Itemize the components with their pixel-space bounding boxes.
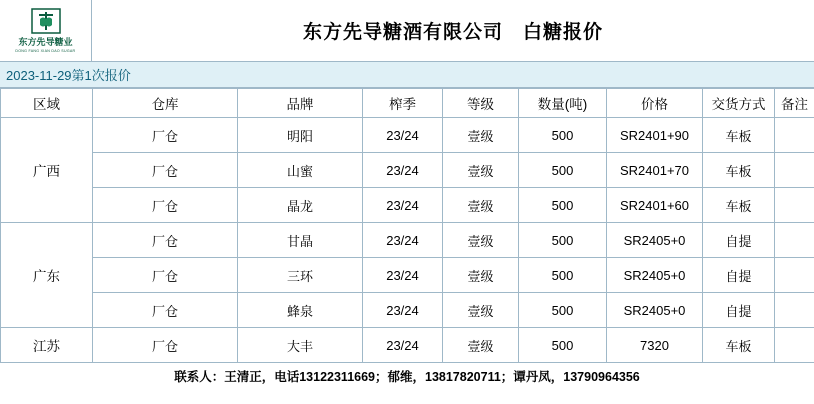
table-header-row xyxy=(1,89,814,118)
brand-cell: 甘晶 xyxy=(238,223,363,258)
region-cell-guangdong: 广东 xyxy=(1,223,93,328)
column-header-price: 价格 xyxy=(607,89,703,118)
quantity-cell: 500 xyxy=(519,153,607,188)
delivery-cell: 自提 xyxy=(703,258,775,293)
price-cell: SR2405+0 xyxy=(607,223,703,258)
brand-cell: 山蜜 xyxy=(238,153,363,188)
logo-company-name-cn: 东方先导糖业 xyxy=(18,37,73,47)
region-cell-guangxi: 广西 xyxy=(1,118,93,223)
warehouse-cell: 厂仓 xyxy=(93,223,238,258)
price-cell: 7320 xyxy=(607,328,703,363)
quantity-cell: 500 xyxy=(519,188,607,223)
season-cell: 23/24 xyxy=(363,118,443,153)
delivery-cell: 车板 xyxy=(703,153,775,188)
page-title: 东方先导糖酒有限公司 白糖报价 xyxy=(302,22,603,43)
remark-cell xyxy=(775,153,814,188)
grade-cell: 壹级 xyxy=(443,223,519,258)
remark-cell xyxy=(775,223,814,258)
price-quote-table xyxy=(0,88,814,363)
remark-cell xyxy=(775,293,814,328)
delivery-cell: 自提 xyxy=(703,223,775,258)
brand-cell: 明阳 xyxy=(238,118,363,153)
column-header-warehouse: 仓库 xyxy=(93,89,238,118)
warehouse-cell: 厂仓 xyxy=(93,258,238,293)
brand-cell: 大丰 xyxy=(238,328,363,363)
grade-cell: 壹级 xyxy=(443,328,519,363)
table-row xyxy=(1,188,814,223)
quantity-cell: 500 xyxy=(519,118,607,153)
grade-cell: 壹级 xyxy=(443,293,519,328)
column-header-region: 区域 xyxy=(1,89,93,118)
page-header xyxy=(0,0,814,62)
season-cell: 23/24 xyxy=(363,223,443,258)
remark-cell xyxy=(775,328,814,363)
season-cell: 23/24 xyxy=(363,153,443,188)
column-header-season: 榨季 xyxy=(363,89,443,118)
brand-cell: 三环 xyxy=(238,258,363,293)
season-cell: 23/24 xyxy=(363,258,443,293)
grade-cell: 壹级 xyxy=(443,153,519,188)
column-header-remark: 备注 xyxy=(775,89,814,118)
delivery-cell: 自提 xyxy=(703,293,775,328)
contact-footer xyxy=(0,363,814,389)
table-row xyxy=(1,258,814,293)
quote-date-bar xyxy=(0,62,814,88)
delivery-cell: 车板 xyxy=(703,188,775,223)
remark-cell xyxy=(775,118,814,153)
season-cell: 23/24 xyxy=(363,328,443,363)
table-row xyxy=(1,223,814,258)
season-cell: 23/24 xyxy=(363,188,443,223)
warehouse-cell: 厂仓 xyxy=(93,118,238,153)
quote-date-text: 2023-11-29第1次报价 xyxy=(6,68,131,83)
table-row xyxy=(1,153,814,188)
column-header-delivery: 交货方式 xyxy=(703,89,775,118)
table-row xyxy=(1,118,814,153)
price-cell: SR2401+70 xyxy=(607,153,703,188)
remark-cell xyxy=(775,258,814,293)
quantity-cell: 500 xyxy=(519,293,607,328)
delivery-cell: 车板 xyxy=(703,118,775,153)
grade-cell: 壹级 xyxy=(443,118,519,153)
quantity-cell: 500 xyxy=(519,328,607,363)
price-cell: SR2405+0 xyxy=(607,258,703,293)
warehouse-cell: 厂仓 xyxy=(93,328,238,363)
region-cell-jiangsu: 江苏 xyxy=(1,328,93,363)
contact-text: 联系人：王清正，电话13122311669；郁维，13817820711；谭丹凤，13790964356 xyxy=(174,370,640,384)
price-cell: SR2401+90 xyxy=(607,118,703,153)
table-row xyxy=(1,293,814,328)
quantity-cell: 500 xyxy=(519,223,607,258)
table-row xyxy=(1,328,814,363)
grade-cell: 壹级 xyxy=(443,258,519,293)
price-cell: SR2405+0 xyxy=(607,293,703,328)
logo-company-name-en: DONG FANG XIAN DAO SUGAR xyxy=(15,48,76,53)
sugar-logo-icon xyxy=(31,8,61,34)
column-header-brand: 品牌 xyxy=(238,89,363,118)
season-cell: 23/24 xyxy=(363,293,443,328)
delivery-cell: 车板 xyxy=(703,328,775,363)
brand-cell: 晶龙 xyxy=(238,188,363,223)
column-header-grade: 等级 xyxy=(443,89,519,118)
grade-cell: 壹级 xyxy=(443,188,519,223)
brand-cell: 蜂泉 xyxy=(238,293,363,328)
company-logo xyxy=(0,0,92,61)
warehouse-cell: 厂仓 xyxy=(93,188,238,223)
warehouse-cell: 厂仓 xyxy=(93,153,238,188)
quantity-cell: 500 xyxy=(519,258,607,293)
remark-cell xyxy=(775,188,814,223)
warehouse-cell: 厂仓 xyxy=(93,293,238,328)
column-header-quantity: 数量(吨) xyxy=(519,89,607,118)
price-cell: SR2401+60 xyxy=(607,188,703,223)
